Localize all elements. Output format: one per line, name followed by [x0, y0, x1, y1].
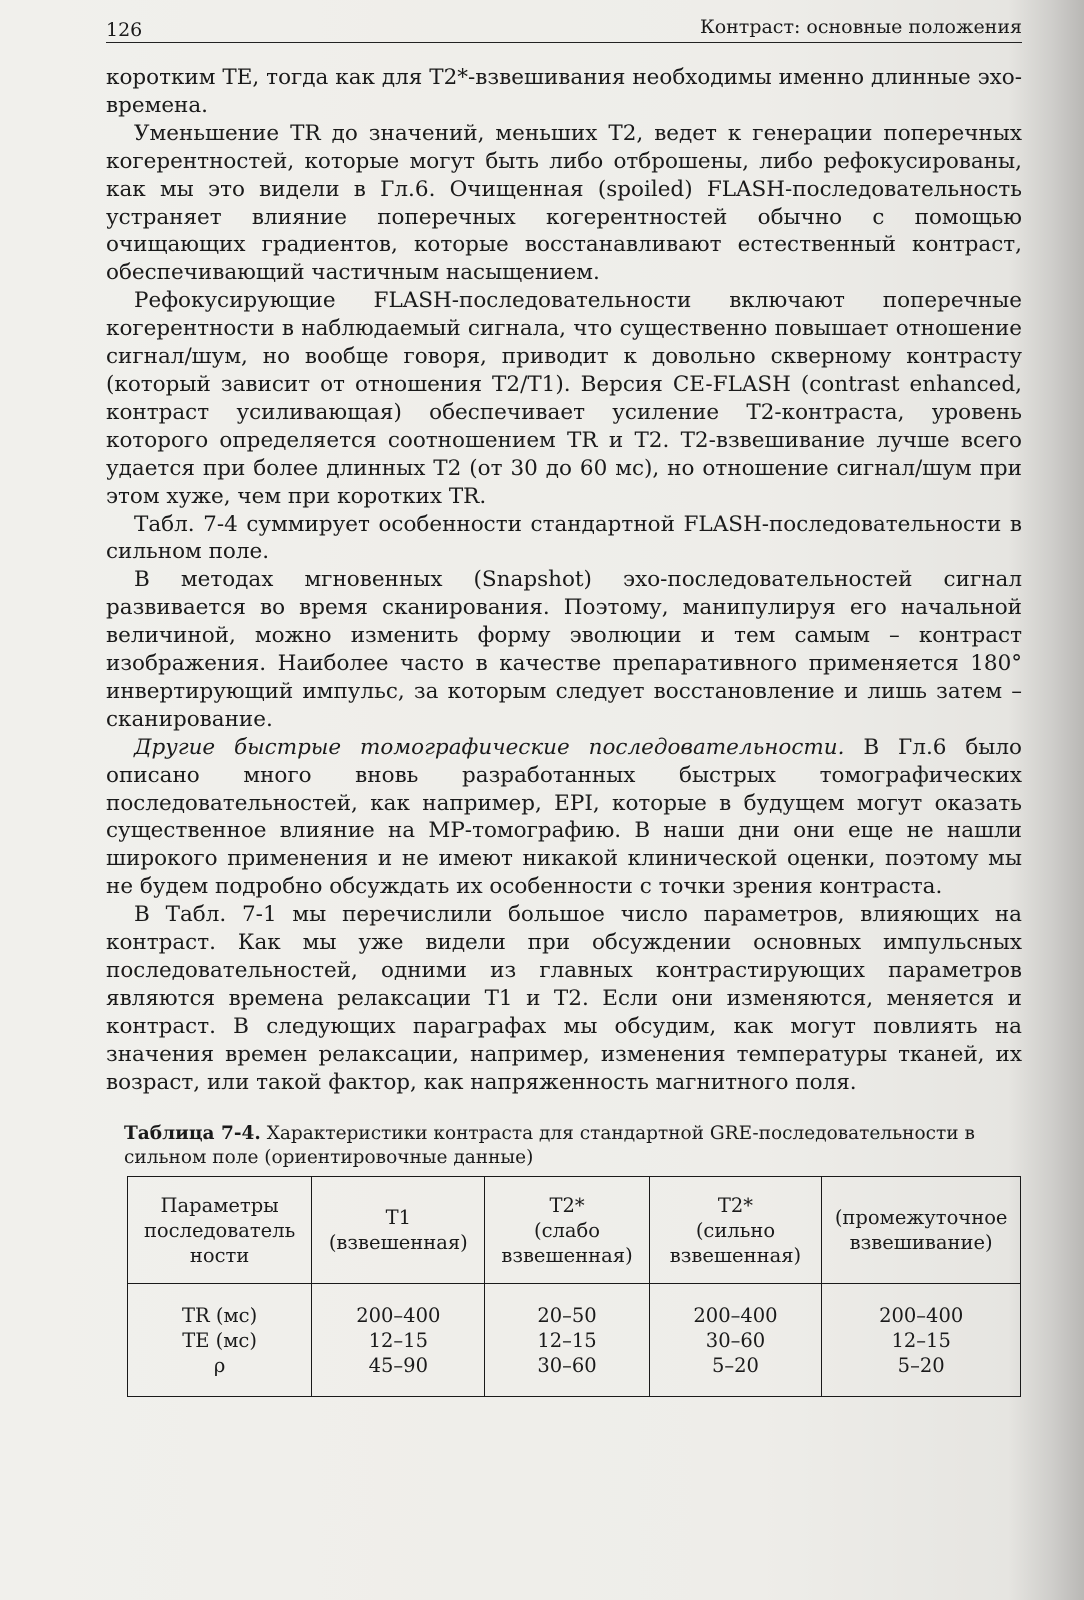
contrast-table [127, 1176, 1021, 1397]
table-cell-t2star-weak-values: 20–50 12–15 30–60 [485, 1284, 649, 1397]
header-cell-t2star-weak: T2* (слабо взвешенная) [485, 1177, 649, 1284]
paragraph-other-fast-sequences [106, 734, 1022, 901]
table-cell-parameter-names: TR (мс) TE (мс) ρ [128, 1284, 312, 1397]
table-caption-label: Таблица 7-4. [124, 1123, 261, 1144]
table-cell-t1-values: 200–400 12–15 45–90 [312, 1284, 485, 1397]
paragraph-snapshot-methods: В методах мгновенных (Snapshot) эхо-последовательностей сигнал развивается во время сканирования. Поэтому, манипулируя его начальной величиной, можно изменить форму эволюции и тем самым – контраст изображения. Наиболее часто в качестве препаративного применяется 180° инвертирующий импульс, за которым следует восстановление и лишь затем – сканирование. [106, 567, 1022, 732]
paragraph-tr-reduction: Уменьшение TR до значений, меньших T2, ведет к генерации поперечных когерентностей, которые могут быть либо отброшены, либо рефокусированы, как мы это видели в Гл.6. Очищенная (spoiled) FLASH-последовательность устраняет влияние поперечных когерентностей обычно с помощью очищающих градиентов, которые восстанавливают естественный контраст, обеспечивающий частичным насыщением. [106, 120, 1022, 286]
table-header-row [128, 1177, 1021, 1284]
header-cell-intermediate: (промежуточное взвешивание) [822, 1177, 1021, 1284]
header-cell-parameters: Параметры последователь ности [128, 1177, 312, 1284]
header-cell-t2star-strong: T2* (сильно взвешенная) [649, 1177, 822, 1284]
body-text [106, 64, 1022, 1097]
table-cell-intermediate-values: 200–400 12–15 5–20 [822, 1284, 1021, 1397]
paragraph-continuation: коротким TE, тогда как для T2*-взвешивания необходимы именно длинные эхо-времена. [106, 65, 1022, 118]
header-cell-t1: T1 (взвешенная) [312, 1177, 485, 1284]
page-number: 126 [106, 19, 143, 41]
running-title: Контраст: основные положения [700, 16, 1022, 38]
paragraph-text: В Гл.6 было описано много вновь разработанных быстрых томографических последовательностей, как например, EPI, которые в будущем могут оказать существенное влияние на МР-томографию. В наши дни они еще не нашли широкого применения и не имеют никакой клинической оценки, поэтому мы не будем подробно обсуждать их особенности с точки зрения контраста. [106, 734, 1022, 900]
paragraph-relaxation-parameters: В Табл. 7-1 мы перечислили большое число параметров, влияющих на контраст. Как мы уже видели при обсуждении основных импульсных последовательностей, одними из главных контрастирующих параметров являются времена релаксации T1 и T2. Если они изменяются, меняется и контраст. В следующих параграфах мы обсудим, как могут повлиять на значения времен релаксации, например, изменения температуры тканей, их возраст, или такой фактор, как напряженность магнитного поля. [106, 902, 1022, 1095]
table-caption-text: Характеристики контраста для стандартной GRE-последовательности в сильном поле (ориентировочные данные) [124, 1123, 975, 1168]
table-row [128, 1284, 1021, 1397]
paragraph-refocusing-flash: Рефокусирующие FLASH-последовательности включают поперечные когерентности в наблюдаемый сигнала, что существенно повышает отношение сигнал/шум, но вообще говоря, приводит к довольно скверному контрасту (который зависит от отношения T2/T1). Версия CE-FLASH (contrast enhanced, контраст усиливающая) обеспечивает усиление T2-контраста, уровень которого определяется соотношением TR и T2. T2-взвешивание лучше всего удается при более длинных T2 (от 30 до 60 мс), но отношение сигнал/шум при этом хуже, чем при коротких TR. [106, 288, 1022, 509]
paragraph-table-reference: Табл. 7-4 суммирует особенности стандартной FLASH-последовательности в сильном поле. [106, 511, 1022, 565]
table-caption [124, 1122, 1024, 1170]
page-header [106, 16, 1022, 43]
italic-run-in-heading: Другие быстрые томографические последовательности. [134, 734, 845, 760]
table-cell-t2star-strong-values: 200–400 30–60 5–20 [649, 1284, 822, 1397]
